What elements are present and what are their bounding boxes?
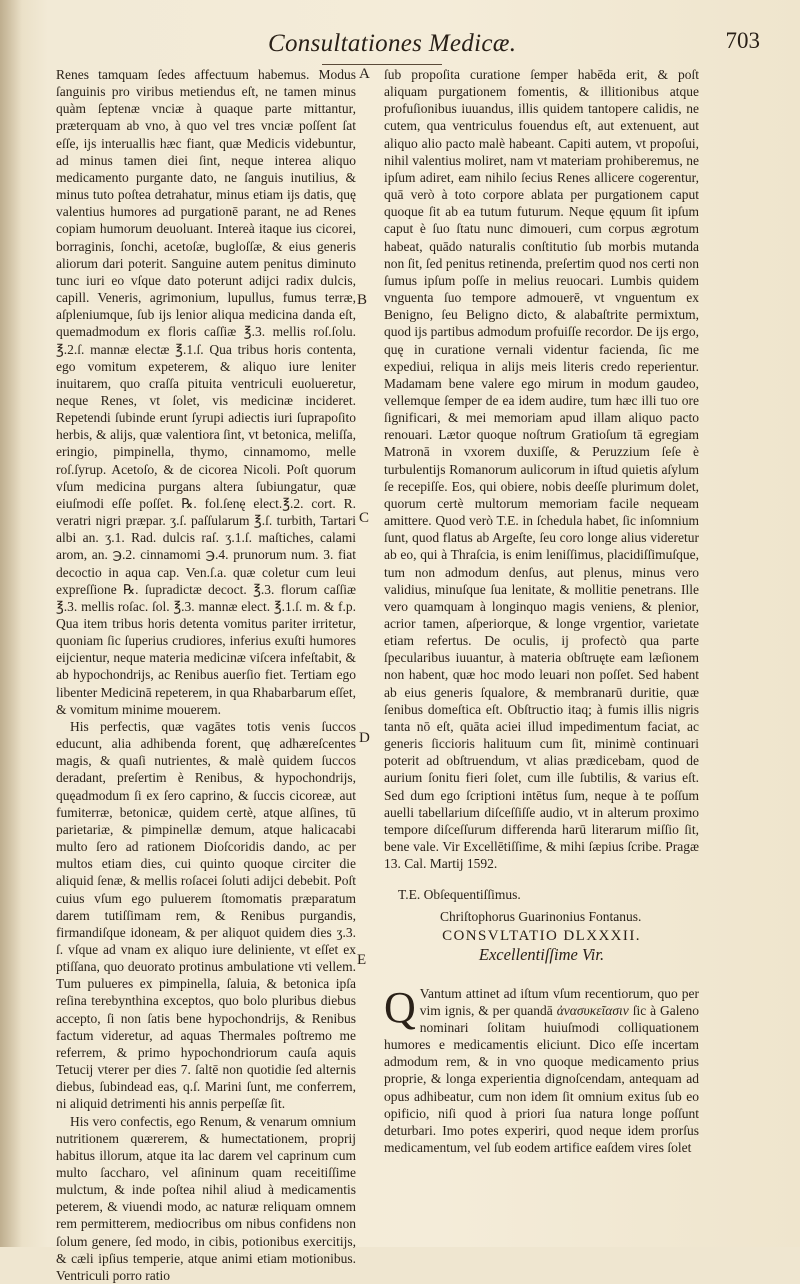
left-paragraph-1: Renes tamquam ſedes affectuum habemus. Modus ſanguinis pro viribus metiendus eſt, ne tamen minus quàm ſeptenæ vnciæ à quaque parte mittantur, præterquam ab vno, à quo vel tres vnciæ poſſent ſat eſſe, ijs interuallis hæc fiant, quæ Medicis videbuntur, ad minus tamen diei ſint, neque interea aliquo medicamento purgante dato, ne ſanguis inutilius, & minus tuto poſtea detrahatur, minus etiam ijs datis, quę valentius humores ad purgationē parant, ne ad Renes copiam humorum deuoluant. Intereà itaque ius cicorei, borraginis, ſonchi, acetoſæ, bugloſſæ, & eius generis aliorum dari poterit. Sanguine autem penitus diminuto tunc iuri eo vſque dato poterunt adijci radix dulcis, capill. Veneris, agrimonium, lupullus, fumus terræ, aſpleniumque, ſub ijs lenior aliqua medicina danda eſt, quemadmodum ex floris caſſiæ ℥.3. mellis roſ.ſolu. ℥.2.ſ. mannæ electæ ℥.1.ſ. Qua tribus horis contenta, ego vomitum expeterem, & aliquo iure leniter inuitarem, quo craſſa pituita ventriculi euolueretur, neque Renes, vt ſolet, vis medicinæ incideret. Repetendi ſubinde erunt ſyrupi adiectis iuri ſuprapoſito herbis, & alijs, quæ valentiora ſint, vt betonica, meliſſa, eringio, pimpinella, thymo, cinnamomo, melle roſ.ſyrup. Acetoſo, & de cicorea Nicoli. Poſt quorum vſum medicina purgans altera ſubiungatur, quæ eiuſmodi eſſe poſſet. ℞. fol.ſenę elect.℥.2. cort. R. veratri nigri præpar. ʒ.ſ. paſſularum ℥.ſ. turbith, Tartari albi an. ʒ.1. Rad. dulcis raſ. ʒ.1.ſ. maſtiches, calami arom, an. ℈.2. cinnamomi ℈.4. prunorum num. 3. fiat decoctio in aqua cap. Ven.ſ.a. quæ coletur cum leui expreſſione ℞. ſupradictæ decoct. ℥.3. florum caſſiæ ℥.3. mellis roſac. ſol. ℥.3. mannæ elect. ℥.1.ſ. m. & f.p. Qua item tribus horis detenta vomitus pariter irritetur, quoniam ſic ſuperius crudiores, inferius exuſti humores eijcientur, neque materia medicinæ viſcera infeſtabit, & ab hypochondrijs, ac Renibus auerſio fiet. Tertiam ego libenter Medicinā repeterem, in qua Rhabarbarum eſſet, & vomitum minime mouerem. [56,67,356,717]
left-paragraph-3: His vero confectis, ego Renum, & venarum omnium nutritionem quærerem, & humectationem, proprij habitus illorum, atque ita lac darem vel caprinum cum multo ſaccharo, vel aſininum quam receitiſſime mulctum, & inde poſtea nihil aliud à medicamentis peterem, & viuendi modo, ac naturæ reliquam omnem rem permitterem, mediocribus om nibus confidens non ſolum genere, ſed modo, in cibis, potionibus exercitijs, & cæli ipſius temperie, atque animi etiam motionibus. Ventriculi porro ratio [56,1113,356,1283]
right-column [384,66,699,1156]
letter-signoff [384,884,699,928]
left-paragraph-2: His perfectis, quæ vagātes totis venis ſuccos educunt, alia adhibenda forent, quę adhæreſcentes magis, & quaſi nutrientes, & malè quidem ſuccos deradant, preſertim è Renibus, & hypochondrijs, quęadmodum ſi ex ſero caprino, & ſuccis cicoreæ, aut fumiterræ, betonicæ, quidem certè, atque alſines, tū parietariæ, & pimpinellæ demum, atque halicacabi multo ſero ad rationem Dioſcoridis dando, ac per multos etiam dies, cui quinto quoque circiter die aliquid ſenæ, & mellis roſacei ſoluti adijci debebit. Poſt cuius vſum ego puluerem ſtomomatis præparatum darem tutiſſimam rem, & Renibus purgandis, firmandiſque idoneam, & per aliquot quidem dies ʒ.3. ſ. vſque ad vnam ex aliquo iure deliniente, vt eſſet ex ptiſſana, quo deuorato protinus ambulatione vti vellem. Tum pulueres ex pimpinella, ſaluia, & betonica ipſa reſina terebynthina exceptos, quo bolo pluribus diebus accepto, ſi non ſatis bene hypochondrijs, & Renibus factum videretur, ad aquas Thermales poſtremo me referrem, & primo hypochondriorum cauſa aquis Tetucij vterer per dies 7. ſaltē non quotidie ſed alternis diebus, ſubindead eas, q.ſ. Marini ſunt, me conferrem, ni aliquid detrimenti his annis perpeſſæ ſit. [56,718,356,1112]
left-column [56,66,356,1284]
page-gutter-shadow [0,0,22,1247]
margin-letter-a: A [359,66,370,82]
margin-letter-e: E [357,952,367,968]
margin-letter-c: C [359,510,370,526]
drop-cap: Q [384,982,416,1032]
page-number: 703 [725,28,760,53]
running-title: Consultationes Medicæ. [268,30,517,57]
letter-body [384,982,700,1157]
margin-letter-b: B [357,292,368,308]
right-paragraph-1: ſub propoſita curatione ſemper habēda erit, & poſt aliquam purgationem fomentis, & illitionibus atque profuſionibus iuuandus, illis quidem tantopere calidis, ne cutem, qua ventriculus fouendus eſt, aut extenuent, aut aliquo alio pacto malè habeant. Capiti autem, vt propoſui, nihil valentius moliret, nam vt materiam prohiberemus, ne ipſum adiret, eam nihilo ſecius Renes allicere cogerentur, quā verò à toto corpore ablata per purgationem caput quoque ſit ab ea tutum futurum. Neque ęquum ſit ipſum caput è ſuo ſtatu nunc dimoueri, cum corpus ægrotum habeat, quādo naturalis conſtitutio ſub morbis mutanda non ſit, ſed penitus retinenda, preſertim quod nos certi non ſumus ipſum poſſe in melius reuocari. Lumbis quidem vnguenta ſuo tempore admouerē, vt vnguentum ex Benigno, ſeu Beligno dicto, & alabaſtrite permixtum, quod ijs partibus admodum profuiſſe recordor. De ijs ergo, quę in curatione vernali videntur facienda, ſic me expediui, reliqua in alijs meis literis credo reperientur. Madamam bene valere ego mirum in modum gaudeo, vellemque ſemper de ea idem audire, tum hæc illi tuo ore ſignificari, & mei memoriam apud illam aliquo pacto renouari. Lætor quoque noſtrum Gratioſum tā egregiam Matronā in vxorem duxiſſe, & Peruzzium ſeſe è turbulentijs Romanorum aulicorum in iſtud quietis aſylum ſe recepiſſe. Eos, qui obiere, nobis deeſſe plurimum dolet, quorum certè multorum memoriam facile nequeam amittere. Quod verò T.E. in ſchedula habet, ſic inſomnium ſunt, quod flatus ab Argeſte, ſeu coro longe alius videretur ab eo, qui à Thraſcia, is enim leniſſimus, placidiſſimuſque, tum non admodum denſus, aut plenus, minus vero validius, minuſque ſua lenitate, & mollitie penetrans. Ille vero quamquam à longinquo magis veniens, & plenior, acrior tamen, aſperiorque, & longe vrgentior, varietate etiam refertus. De oculis, ij profectò qua parte ſpecularibus iuuantur, à materia obſtruęte eam læſionem non habent, quæ hoc modo leuari non poſſet. Sed habent ab eius generis ſqualore, & membranarū duritie, quæ ſenibus domeſtica eſt. Obſtructio itaq; à fumis illis nigris tanta nō eſt, quāta aciei illud impedimentum faciat, ac generis ſiccioris halituum cum ſit, minimè continuari poterit ad obſtruendum, vt alias prædicebam, quod de aurium ſonitu fieri ſolet, cum ille ſubtilis, & varius eſt. Sed dum ego ſcriptioni intētus ſum, neque à te poſſum auelli tabellarium diſceſſiſſe audio, vt in alterum proximo tempore diſceſſurum differenda harū literarum miſſio ſit, bene vale. Vir Excellētiſſime, & mihi ſæpius ſcribe. Pragæ 13. Cal. Martij 1592. [384,67,699,872]
closing-line: T.E. Obſequentiſſimus. [398,887,521,903]
margin-letter-d: D [359,730,370,746]
letter-text-part-1: Vantum attinet ad iſtum vſum recentiorum, quo per vim ignis, & per quandā [419,985,699,1018]
letter-text-part-2: ſic à Galeno nominari ſolitam huiuſmodi colliquationem humores e medicamentis eliciunt. Dico eſſe incertam admodum rem, & in vno quoque medicamento prius proprie, & longa experientia dignoſcendam, antequam ad opus adhibeatur, cum non idem ſit omnium exitus ſub eo opificio, niſi quod à priori ſua natura longe poſſunt deturbari. Imo potes experiri, quod neque idem prorſus medicamentum, vel ſub eodem artifice eaſdem vires ſolet [384,1002,700,1156]
page-header [60,28,760,64]
salutation: Excellentiſſime Vir. [478,944,605,964]
signature-line: Chriſtophorus Guarinonius Fontanus. [440,909,642,925]
greek-word: ἀνασυκεῖασιν [556,1002,629,1018]
header-rule [322,64,442,65]
consultation-title: CONSVLTATIO DLXXXII. [442,928,641,945]
